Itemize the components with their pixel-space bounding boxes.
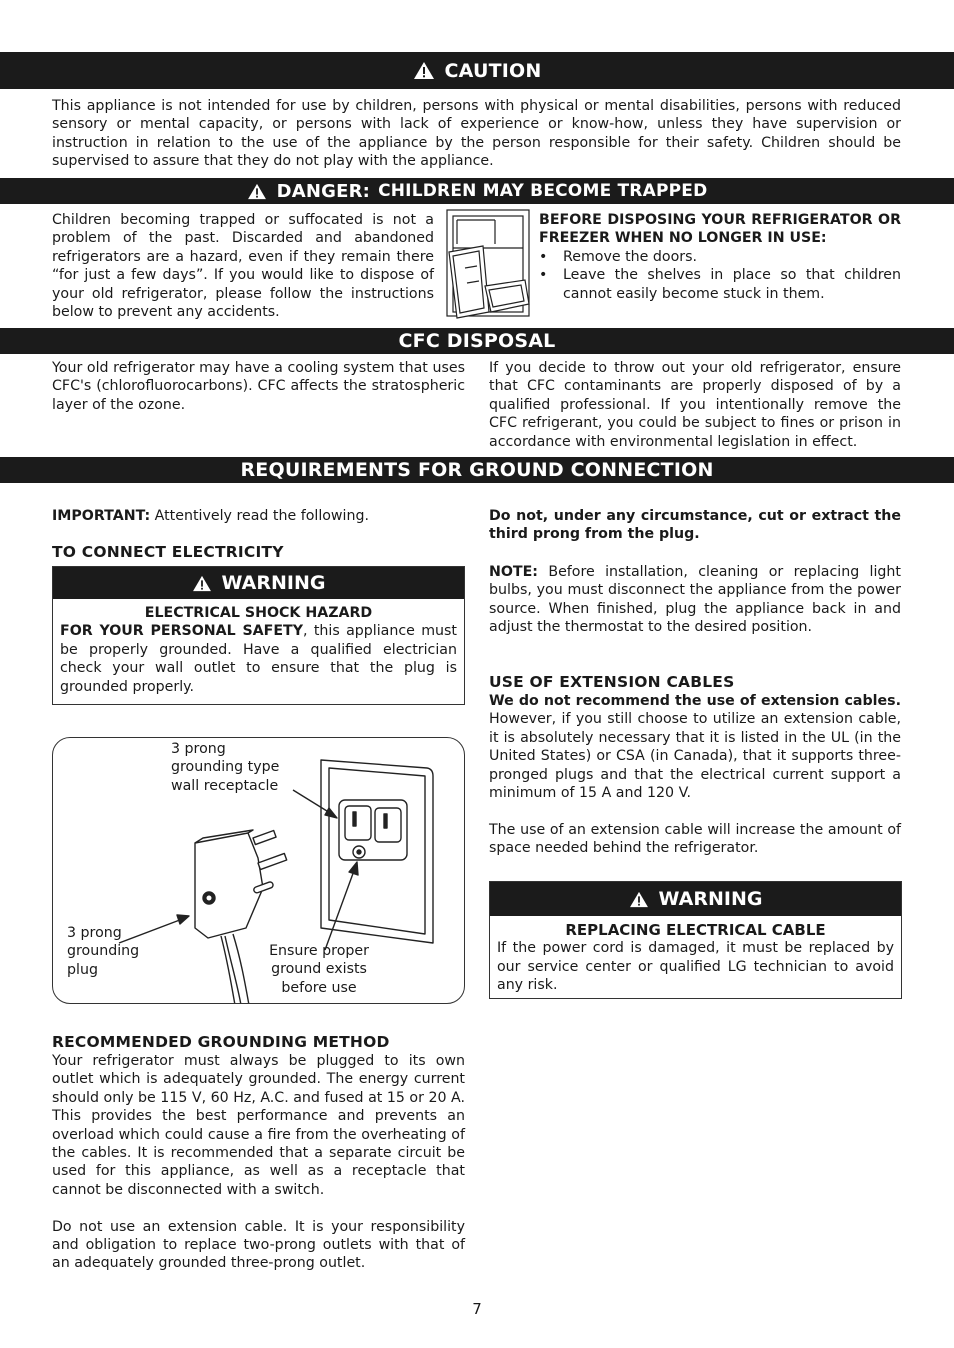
note-text: [489, 563, 901, 637]
warning-body: If the power cord is damaged, it must be replaced by our service center or qualified LG technician to avoid any risk.: [497, 940, 894, 994]
cfc-left-text: Your old refrigerator may have a cooling system that uses CFC's (chlorofluorocarbons). CFC affects the stratospheric layer of the ozone.: [52, 360, 465, 413]
danger-right-block: [539, 211, 901, 303]
extension-paragraph-2: The use of an extension cable will increase the amount of space needed behind the refrigerator.: [489, 821, 901, 857]
warning-box-header: [53, 567, 464, 599]
note-body: Before installation, cleaning or replacing light bulbs, you must disconnect the appliance from the power source. When finished, plug the appliance back in and adjust the thermostat to the desired position.: [489, 564, 901, 636]
caution-title: CAUTION: [444, 59, 542, 82]
warning-subtitle: ELECTRICAL SHOCK HAZARD: [144, 605, 373, 621]
warning-box-header: [490, 882, 901, 916]
page-number: 7: [472, 1300, 482, 1318]
caution-header: [0, 52, 954, 89]
connect-heading: TO CONNECT ELECTRICITY: [52, 543, 284, 561]
cfc-right-text: If you decide to throw out your old refrigerator, ensure that CFC contaminants are properly disposed of by a qualified professional. If you intentionally remove the CFC refrigerant, you could be subject to fines or prison in accordance with environmental legislation in effect.: [489, 360, 901, 450]
caution-body: This appliance is not intended for use by children, persons with physical or mental disabilities, persons with reduced sensory or mental capacity, or persons with lack of experience or know-how, unless they have supervision or instruction in relation to the use of the appliance by the person responsible for their safety. Children should be supervised to assure that they do not play with the appliance.: [52, 98, 901, 170]
grounding-diagram: [52, 737, 465, 1004]
method-paragraph-2: Do not use an extension cable. It is your responsibility and obligation to replace two-prong outlets with that of an adequately grounded three-prong outlet.: [52, 1218, 465, 1272]
danger-title-rest: CHILDREN MAY BECOME TRAPPED: [378, 181, 708, 201]
extension-body: However, if you still choose to utilize an extension cable, it is absolutely necessary that it is listed in the UL (in the United States) or CSA (in Canada), that it supports three-pronged plugs and that the electrical current support a minimum of 15 A and 120 V.: [489, 711, 901, 802]
refrigerator-illustration: [443, 208, 533, 320]
warning-triangle-icon: [629, 891, 649, 908]
warning-title: WARNING: [221, 572, 326, 594]
third-prong-warning: Do not, under any circumstance, cut or extract the third prong from the plug.: [489, 508, 901, 543]
important-line: [52, 507, 465, 525]
method-heading: RECOMMENDED GROUNDING METHOD: [52, 1033, 390, 1051]
danger-title-bold: DANGER:: [276, 180, 371, 202]
extension-bold: We do not recommend the use of extension cables.: [489, 693, 901, 709]
extension-paragraph-1: [489, 692, 901, 802]
warning-text: , this appliance must be properly grounded. Have a qualified electrician check your wall outlet to ensure that the plug is grounded properly.: [60, 623, 457, 695]
warning-body: [53, 622, 464, 696]
extension-text: [489, 692, 901, 858]
danger-right-heading: BEFORE DISPOSING YOUR REFRIGERATOR OR FREEZER WHEN NO LONGER IN USE:: [539, 212, 901, 247]
warning-triangle-icon: [413, 61, 435, 80]
ground-title: REQUIREMENTS FOR GROUND CONNECTION: [240, 459, 714, 481]
label-ensure-ground: Ensure proper ground exists before use: [269, 943, 369, 996]
warning-subtitle: REPLACING ELECTRICAL CABLE: [565, 921, 826, 939]
important-text: Attentively read the following.: [150, 508, 369, 524]
warning-triangle-icon: [192, 575, 212, 592]
list-item: • Leave the shelves in place so that children cannot easily become stuck in them.: [539, 266, 901, 303]
danger-header: [0, 178, 954, 204]
danger-left-text: Children becoming trapped or suffocated is not a problem of the past. Discarded and abandoned refrigerators are a hazard, even if they remain there “for just a few days”. If you would like to dispose of your old refrigerator, please follow the instructions below to prevent any accidents.: [52, 212, 434, 321]
important-label: IMPORTANT:: [52, 508, 151, 524]
method-text: [52, 1052, 465, 1273]
method-paragraph-1: Your refrigerator must always be plugged to its own outlet which is adequately grounded. The energy current should only be 115 V, 60 Hz, A.C. and fused at 15 or 20 A. This provides the best performance and prevents an overload which could cause a fire from the overheating of the cables. It is recommended that a separate circuit be used for this appliance, as well as a receptacle that cannot be disconnected with a switch.: [52, 1053, 465, 1198]
label-plug: 3 prong grounding plug: [67, 925, 140, 978]
danger-bullet-list: [539, 248, 901, 303]
warning-box-cable: [489, 881, 902, 999]
note-label: NOTE:: [489, 564, 538, 580]
cfc-header: [0, 328, 954, 354]
warning-triangle-icon: [247, 183, 267, 200]
warning-box-shock: [52, 566, 465, 705]
list-item: • Remove the doors.: [539, 248, 901, 266]
cfc-title: CFC DISPOSAL: [398, 330, 556, 352]
warning-lead: FOR YOUR PERSONAL SAFETY: [60, 623, 303, 640]
warning-title: WARNING: [658, 888, 763, 910]
label-receptacle: 3 prong grounding type wall receptacle: [171, 741, 280, 794]
ground-header: [0, 457, 954, 483]
extension-heading: USE OF EXTENSION CABLES: [489, 673, 735, 691]
